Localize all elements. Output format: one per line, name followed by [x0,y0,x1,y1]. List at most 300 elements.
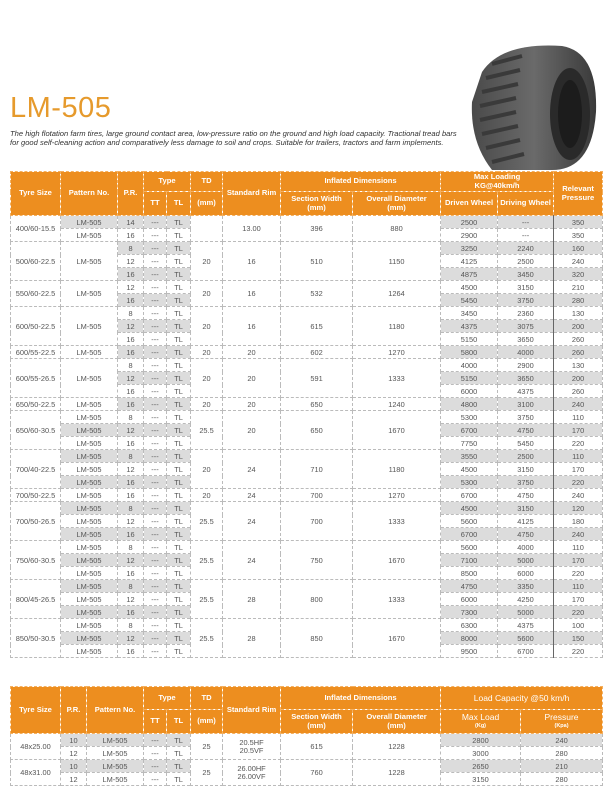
cell-tl: TL [167,359,191,372]
cell-relevant-pressure: 170 [554,554,603,567]
cell-driving-wheel: 4375 [498,385,554,398]
cell-driving-wheel: 3075 [498,320,554,333]
cell-tl: TL [167,554,191,567]
header-pr: P.R. [118,172,144,216]
cell-td: 20 [191,359,223,398]
cell-relevant-pressure: 350 [554,229,603,242]
cell-pr: 12 [61,747,87,760]
cell-driving-wheel: 3150 [498,463,554,476]
cell-tyre-size: 850/50-30.5 [11,619,61,658]
cell-driven-wheel: 7100 [441,554,498,567]
cell-driven-wheel: 5300 [441,411,498,424]
pressure-label: Pressure [544,712,579,722]
cell-td: 20 [191,242,223,281]
cell-standard-rim: 20 [223,346,281,359]
cell-overall-diameter: 1180 [353,307,441,346]
tyre-image [462,42,598,170]
cell-driving-wheel: 2900 [498,359,554,372]
cell-pr: 12 [118,554,144,567]
table-row [11,502,603,515]
cell-relevant-pressure: 240 [554,255,603,268]
cell-pr: 8 [118,619,144,632]
cell-section-width: 602 [281,346,353,359]
cell-driven-wheel: 7300 [441,606,498,619]
cell-section-width: 650 [281,411,353,450]
cell-tt: --- [144,502,167,515]
cell-relevant-pressure: 110 [554,411,603,424]
cell-tyre-size: 48x31.00 [11,760,61,786]
cell-relevant-pressure: 130 [554,359,603,372]
header-standard-rim: Standard Rim [223,687,281,734]
cell-standard-rim: 24 [223,489,281,502]
cell-tl: TL [167,593,191,606]
cell-overall-diameter: 1228 [353,734,441,760]
header-pr: P.R. [61,687,87,734]
cell-overall-diameter: 1228 [353,760,441,786]
cell-relevant-pressure: 130 [554,307,603,320]
cell-standard-rim: 16 [223,281,281,307]
cell-pattern-no: LM-505 [87,773,144,786]
cell-max-load: 3000 [441,747,521,760]
cell-pattern-no: LM-505 [61,424,118,437]
header-tyre-size: Tyre Size [11,687,61,734]
cell-overall-diameter: 1333 [353,580,441,619]
table-row [11,619,603,632]
cell-relevant-pressure: 150 [554,632,603,645]
cell-tt: --- [144,515,167,528]
cell-pr: 8 [118,450,144,463]
cell-section-width: 750 [281,541,353,580]
cell-driven-wheel: 5800 [441,346,498,359]
cell-pattern-no: LM-505 [61,463,118,476]
header-standard-rim: Standard Rim [223,172,281,216]
cell-pattern-no: LM-505 [87,747,144,760]
cell-pr: 16 [118,489,144,502]
table-row [11,411,603,424]
cell-relevant-pressure: 220 [554,437,603,450]
cell-standard-rim: 20 [223,411,281,450]
cell-pr: 8 [118,359,144,372]
cell-tt: --- [144,424,167,437]
table-row [11,734,603,747]
cell-driving-wheel: 6700 [498,645,554,658]
cell-driven-wheel: 3550 [441,450,498,463]
cell-relevant-pressure: 220 [554,476,603,489]
cell-relevant-pressure: 200 [554,372,603,385]
cell-relevant-pressure: 110 [554,580,603,593]
cell-tl: TL [167,437,191,450]
cell-pr: 12 [118,424,144,437]
cell-driven-wheel: 3250 [441,242,498,255]
cell-tt: --- [144,554,167,567]
cell-tl: TL [167,541,191,554]
cell-tt: --- [144,593,167,606]
overall-diameter-label: Overall Diameter [366,194,427,203]
cell-driven-wheel: 4500 [441,502,498,515]
max-loading-speed: KG@40km/h [474,180,520,190]
cell-overall-diameter: 1333 [353,502,441,541]
cell-driving-wheel: 5450 [498,437,554,450]
specs-table-40kmh [10,171,603,658]
cell-driven-wheel: 4500 [441,463,498,476]
cell-tl: TL [167,450,191,463]
cell-relevant-pressure: 120 [554,502,603,515]
header-max-load [441,710,521,734]
cell-driving-wheel: 3650 [498,372,554,385]
cell-tyre-size: 600/55-22.5 [11,346,61,359]
cell-pattern-no: LM-505 [61,476,118,489]
cell-td: 25.5 [191,502,223,541]
cell-driven-wheel: 6000 [441,385,498,398]
cell-tl: TL [167,411,191,424]
section-width-label: Section Width [291,194,342,203]
cell-td: 20 [191,281,223,307]
cell-driving-wheel: 3100 [498,398,554,411]
cell-overall-diameter: 1670 [353,541,441,580]
cell-tyre-size: 600/55-26.5 [11,359,61,398]
cell-tt: --- [144,645,167,658]
cell-standard-rim: 20 [223,359,281,398]
cell-relevant-pressure: 260 [554,333,603,346]
cell-tt: --- [144,294,167,307]
cell-tyre-size: 750/60-30.5 [11,541,61,580]
cell-pr: 10 [61,760,87,773]
cell-section-width: 710 [281,450,353,489]
cell-td [191,216,223,242]
cell-overall-diameter: 1150 [353,242,441,281]
cell-pattern-no: LM-505 [61,502,118,515]
table-row [11,450,603,463]
header-inflated-dimensions: Inflated Dimensions [281,687,441,710]
cell-td: 20 [191,346,223,359]
table-row [11,359,603,372]
cell-overall-diameter: 880 [353,216,441,242]
cell-tt: --- [144,734,167,747]
cell-tyre-size: 700/40-22.5 [11,450,61,489]
cell-pr: 12 [61,773,87,786]
cell-td: 25.5 [191,619,223,658]
cell-driving-wheel: 2360 [498,307,554,320]
cell-tl: TL [167,346,191,359]
cell-driven-wheel: 6700 [441,424,498,437]
table-row [11,346,603,359]
cell-standard-rim: 20 [223,398,281,411]
header-pattern-no: Pattern No. [61,172,118,216]
cell-pattern-no: LM-505 [61,489,118,502]
cell-tt: --- [144,606,167,619]
cell-pattern-no: LM-505 [61,216,118,229]
cell-tt: --- [144,242,167,255]
cell-relevant-pressure: 240 [554,398,603,411]
cell-td: 20 [191,307,223,346]
cell-section-width: 615 [281,307,353,346]
cell-pattern-no: LM-505 [61,554,118,567]
cell-pr: 16 [118,268,144,281]
cell-pr: 12 [118,255,144,268]
cell-driving-wheel: 3650 [498,333,554,346]
cell-pr: 16 [118,294,144,307]
cell-tt: --- [144,229,167,242]
section-width-unit: (mm) [307,720,326,730]
cell-driven-wheel: 7750 [441,437,498,450]
cell-driven-wheel: 6700 [441,489,498,502]
cell-tl: TL [167,229,191,242]
header-driving-wheel: Driving Wheel [498,192,554,216]
cell-max-load: 2650 [441,760,521,773]
cell-driven-wheel: 6300 [441,619,498,632]
cell-tl: TL [167,489,191,502]
cell-tyre-size: 550/60-22.5 [11,281,61,307]
header-td-unit: (mm) [191,192,223,216]
cell-pattern-no: LM-505 [61,541,118,554]
cell-tt: --- [144,528,167,541]
cell-tt: --- [144,281,167,294]
cell-driven-wheel: 4875 [441,268,498,281]
cell-pr: 14 [118,216,144,229]
cell-pattern-no: LM-505 [61,528,118,541]
cell-overall-diameter: 1180 [353,450,441,489]
cell-tt: --- [144,567,167,580]
header-pattern-no: Pattern No. [87,687,144,734]
cell-overall-diameter: 1240 [353,398,441,411]
cell-relevant-pressure: 240 [554,528,603,541]
cell-driving-wheel: 3750 [498,476,554,489]
header-td-unit: (mm) [191,710,223,734]
product-description: The high flotation farm tires, large ground contact area, low-pressure ratio on the ground and high load capacity. Tractional tread bars for good self-cleaning action and comparatively less damage to soil and crops. Suitable for trailers, tractors and farm implements. [10,129,457,147]
cell-tl: TL [167,734,191,747]
cell-tl: TL [167,760,191,773]
cell-standard-rim: 16 [223,307,281,346]
cell-overall-diameter: 1670 [353,619,441,658]
cell-tt: --- [144,346,167,359]
table-row [11,760,603,773]
cell-overall-diameter: 1333 [353,359,441,398]
cell-tt: --- [144,489,167,502]
cell-driving-wheel: 3350 [498,580,554,593]
cell-tt: --- [144,632,167,645]
cell-tyre-size: 650/60-30.5 [11,411,61,450]
cell-tt: --- [144,307,167,320]
cell-driving-wheel: 2240 [498,242,554,255]
cell-pattern-no: LM-505 [61,398,118,411]
cell-driven-wheel: 4125 [441,255,498,268]
cell-driving-wheel: 4000 [498,346,554,359]
cell-driving-wheel: 2500 [498,450,554,463]
header-inflated-dimensions: Inflated Dimensions [281,172,441,192]
cell-td: 20 [191,450,223,489]
rim-option: 26.00VF [237,771,266,781]
cell-tyre-size: 700/50-26.5 [11,502,61,541]
cell-tl: TL [167,424,191,437]
cell-tt: --- [144,773,167,786]
cell-tt: --- [144,320,167,333]
cell-relevant-pressure: 200 [554,320,603,333]
cell-pr: 12 [118,320,144,333]
cell-pressure: 210 [521,760,603,773]
cell-tl: TL [167,476,191,489]
cell-relevant-pressure: 170 [554,463,603,476]
header-relevant-pressure: Relevant Pressure [554,172,603,216]
cell-driven-wheel: 9500 [441,645,498,658]
cell-overall-diameter: 1270 [353,346,441,359]
header-td: TD [191,172,223,192]
cell-tl: TL [167,216,191,229]
cell-tt: --- [144,760,167,773]
cell-pattern-no: LM-505 [61,632,118,645]
cell-tt: --- [144,385,167,398]
cell-tt: --- [144,450,167,463]
cell-driven-wheel: 5450 [441,294,498,307]
cell-tt: --- [144,541,167,554]
cell-pattern-no: LM-505 [61,450,118,463]
cell-relevant-pressure: 220 [554,645,603,658]
cell-tl: TL [167,632,191,645]
cell-relevant-pressure: 260 [554,385,603,398]
cell-standard-rim [223,760,281,786]
cell-pr: 12 [118,281,144,294]
cell-td: 20 [191,398,223,411]
cell-pattern-no: LM-505 [61,242,118,281]
cell-td: 25.5 [191,580,223,619]
cell-tl: TL [167,619,191,632]
cell-pr: 8 [118,541,144,554]
cell-pressure: 280 [521,773,603,786]
cell-pr: 8 [118,242,144,255]
cell-tl: TL [167,372,191,385]
cell-driving-wheel: 4375 [498,619,554,632]
cell-tt: --- [144,580,167,593]
cell-section-width: 800 [281,580,353,619]
cell-tl: TL [167,385,191,398]
cell-pr: 16 [118,645,144,658]
cell-relevant-pressure: 210 [554,281,603,294]
cell-standard-rim: 24 [223,541,281,580]
cell-driving-wheel: --- [498,229,554,242]
cell-overall-diameter: 1670 [353,411,441,450]
cell-driven-wheel: 4500 [441,281,498,294]
cell-pattern-no: LM-505 [61,281,118,307]
cell-pr: 16 [118,385,144,398]
cell-relevant-pressure: 170 [554,593,603,606]
table-row [11,398,603,411]
cell-tyre-size: 650/50-22.5 [11,398,61,411]
cell-td: 25 [191,734,223,760]
cell-driving-wheel: 3150 [498,281,554,294]
cell-driving-wheel: 3750 [498,294,554,307]
cell-pr: 16 [118,346,144,359]
cell-driven-wheel: 8000 [441,632,498,645]
header-tyre-size: Tyre Size [11,172,61,216]
cell-driven-wheel: 2900 [441,229,498,242]
cell-standard-rim: 24 [223,450,281,489]
table-row [11,541,603,554]
cell-section-width: 615 [281,734,353,760]
pressure-unit: (Kpa) [554,722,569,729]
cell-relevant-pressure: 320 [554,268,603,281]
cell-tt: --- [144,398,167,411]
cell-overall-diameter: 1270 [353,489,441,502]
header-tl: TL [167,710,191,734]
cell-pr: 8 [118,411,144,424]
cell-driving-wheel: 4250 [498,593,554,606]
header-driven-wheel: Driven Wheel [441,192,498,216]
cell-pressure: 280 [521,747,603,760]
cell-td: 25.5 [191,411,223,450]
cell-tl: TL [167,463,191,476]
cell-pattern-no: LM-505 [61,619,118,632]
cell-driven-wheel: 4800 [441,398,498,411]
cell-tl: TL [167,580,191,593]
cell-section-width: 532 [281,281,353,307]
cell-driven-wheel: 6700 [441,528,498,541]
header-td: TD [191,687,223,710]
cell-tl: TL [167,528,191,541]
cell-pr: 8 [118,502,144,515]
cell-tl: TL [167,307,191,320]
cell-driven-wheel: 3450 [441,307,498,320]
table-row [11,307,603,320]
cell-tt: --- [144,216,167,229]
cell-driving-wheel: 3750 [498,411,554,424]
cell-overall-diameter: 1264 [353,281,441,307]
cell-relevant-pressure: 260 [554,346,603,359]
cell-tl: TL [167,268,191,281]
header-overall-diameter [353,192,441,216]
cell-relevant-pressure: 110 [554,541,603,554]
cell-td: 25 [191,760,223,786]
section-width-label: Section Width [291,712,342,721]
cell-tyre-size: 48x25.00 [11,734,61,760]
cell-tl: TL [167,333,191,346]
cell-standard-rim: 13.00 [223,216,281,242]
cell-tl: TL [167,515,191,528]
cell-relevant-pressure: 220 [554,567,603,580]
cell-driving-wheel: 3150 [498,502,554,515]
cell-relevant-pressure: 170 [554,424,603,437]
overall-diameter-unit: (mm) [387,202,406,212]
cell-tl: TL [167,645,191,658]
cell-pr: 8 [118,580,144,593]
cell-pressure: 240 [521,734,603,747]
cell-pattern-no: LM-505 [61,645,118,658]
cell-relevant-pressure: 110 [554,450,603,463]
header-tl: TL [167,192,191,216]
cell-tt: --- [144,463,167,476]
cell-relevant-pressure: 180 [554,515,603,528]
header-load-capacity: Load Capacity @50 km/h [441,687,603,710]
cell-relevant-pressure: 100 [554,619,603,632]
cell-tt: --- [144,372,167,385]
cell-driving-wheel: 4125 [498,515,554,528]
header-overall-diameter [353,710,441,734]
cell-driving-wheel: 5000 [498,554,554,567]
cell-section-width: 591 [281,359,353,398]
cell-tyre-size: 400/60-15.5 [11,216,61,242]
cell-pr: 16 [118,229,144,242]
header-type: Type [144,687,191,710]
cell-tyre-size: 700/50-22.5 [11,489,61,502]
cell-tl: TL [167,320,191,333]
cell-section-width: 700 [281,489,353,502]
cell-tt: --- [144,268,167,281]
cell-tl: TL [167,773,191,786]
cell-driven-wheel: 4375 [441,320,498,333]
cell-driven-wheel: 5150 [441,333,498,346]
cell-pattern-no: LM-505 [61,437,118,450]
cell-tt: --- [144,333,167,346]
table-row [11,281,603,294]
cell-section-width: 510 [281,242,353,281]
